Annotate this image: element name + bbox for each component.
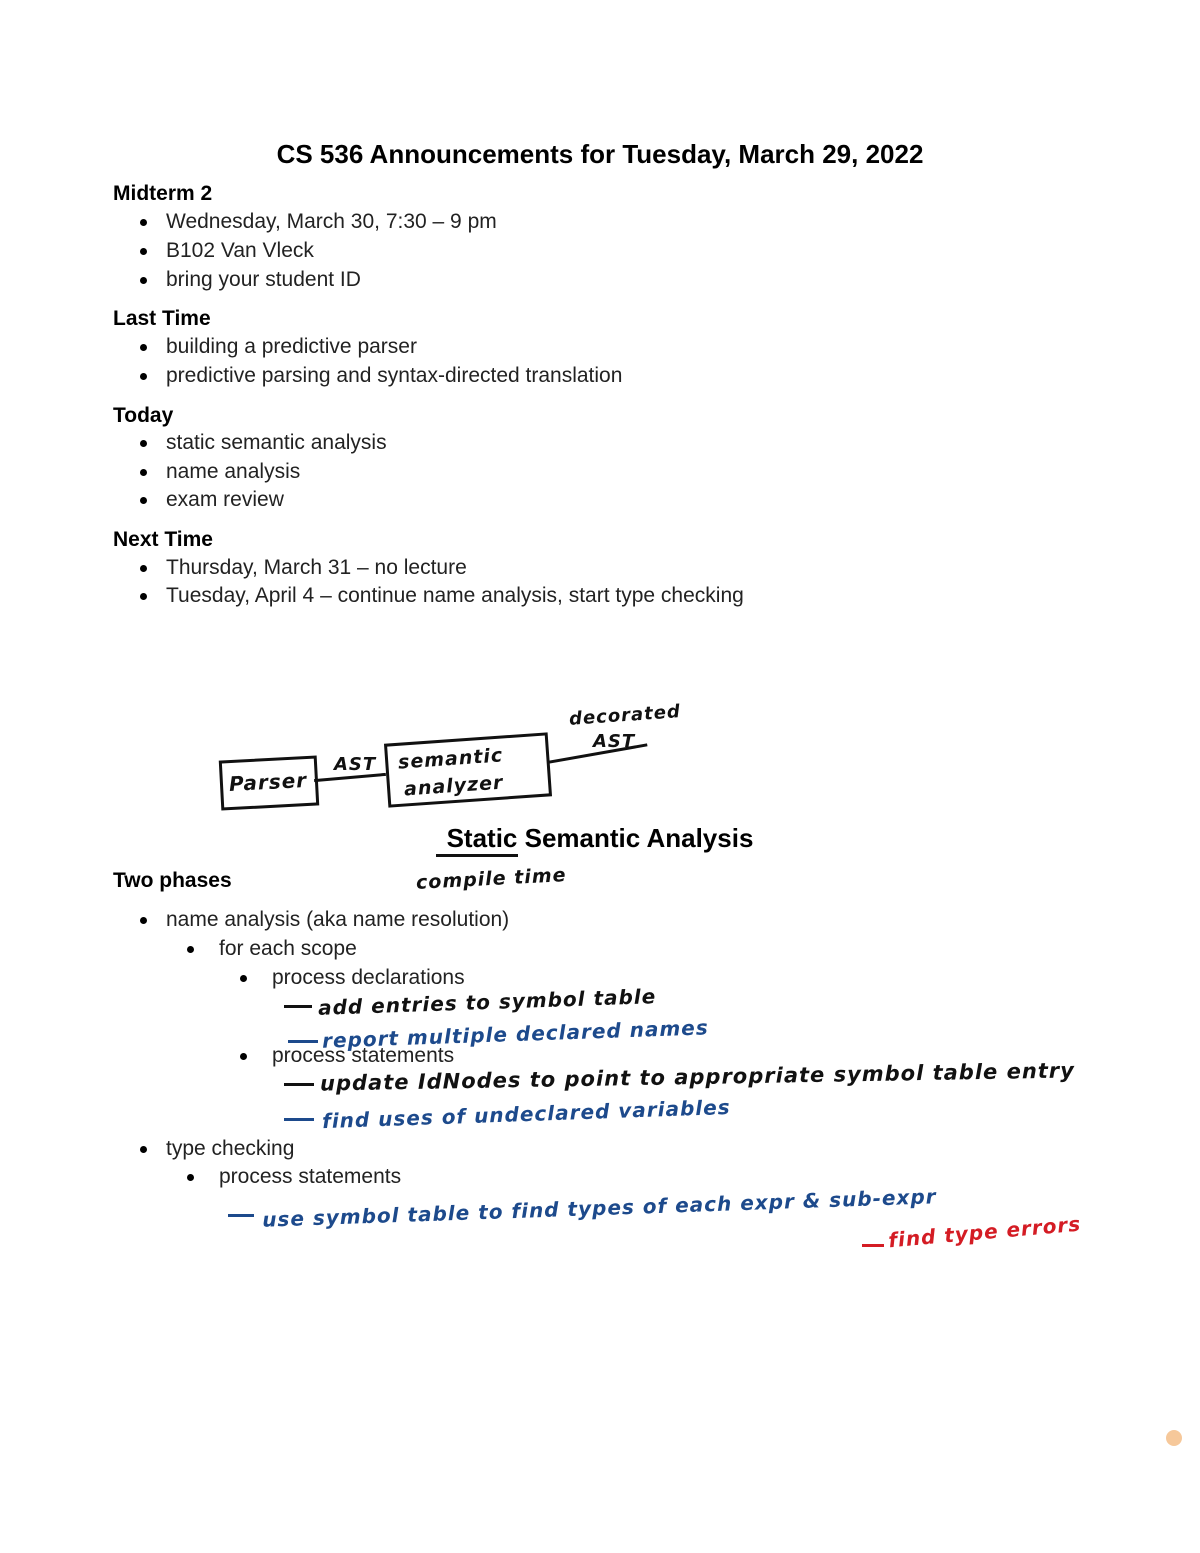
decorated-label: decorated bbox=[568, 701, 682, 730]
list-item: predictive parsing and syntax-directed translation bbox=[166, 364, 623, 387]
list-item: Tuesday, April 4 – continue name analysis, start type checking bbox=[166, 584, 744, 607]
section-heading-last-time: Last Time bbox=[113, 307, 211, 330]
tc-note-1: use symbol table to find types of each expr & sub-expr bbox=[261, 1184, 937, 1232]
list-item: process statements bbox=[272, 1044, 455, 1067]
bullet bbox=[140, 469, 147, 476]
semantic-label: semantic bbox=[397, 744, 504, 774]
dash bbox=[284, 1083, 314, 1086]
list-item: building a predictive parser bbox=[166, 335, 417, 358]
bullet bbox=[140, 565, 147, 572]
bullet bbox=[140, 440, 147, 447]
compile-time-note: compile time bbox=[415, 864, 568, 894]
tc-note-2: find type errors bbox=[887, 1211, 1083, 1253]
list-item: B102 Van Vleck bbox=[166, 239, 314, 262]
stmt-note-1: update IdNodes to point to appropriate symbol table entry bbox=[319, 1058, 1076, 1096]
scroll-indicator-dot bbox=[1166, 1430, 1182, 1446]
bullet bbox=[140, 917, 147, 924]
two-phases-heading: Two phases bbox=[113, 869, 232, 892]
list-item: bring your student ID bbox=[166, 268, 361, 291]
dash bbox=[862, 1244, 884, 1247]
bullet bbox=[140, 344, 147, 351]
decl-note-1: add entries to symbol table bbox=[317, 984, 657, 1020]
bullet bbox=[187, 946, 194, 953]
bullet bbox=[240, 975, 247, 982]
list-item: exam review bbox=[166, 488, 284, 511]
decorated-ast-label: AST bbox=[593, 731, 636, 752]
bullet bbox=[240, 1053, 247, 1060]
stmt-note-2: find uses of undeclared variables bbox=[321, 1094, 732, 1134]
list-item: name analysis (aka name resolution) bbox=[166, 908, 510, 931]
section-heading-next-time: Next Time bbox=[113, 528, 213, 551]
list-item: process statements bbox=[219, 1165, 402, 1188]
dash bbox=[228, 1214, 254, 1217]
underline bbox=[436, 854, 518, 857]
bullet bbox=[140, 277, 147, 284]
list-item: static semantic analysis bbox=[166, 431, 387, 454]
section-heading-today: Today bbox=[113, 404, 174, 427]
page-title: CS 536 Announcements for Tuesday, March 29, 2022 bbox=[276, 139, 924, 169]
analyzer-label: analyzer bbox=[403, 771, 505, 801]
list-item: Wednesday, March 30, 7:30 – 9 pm bbox=[166, 210, 497, 233]
section-title: Static Semantic Analysis bbox=[446, 823, 754, 853]
bullet bbox=[140, 497, 147, 504]
ast-label: AST bbox=[334, 754, 377, 775]
bullet bbox=[140, 593, 147, 600]
list-item: process declarations bbox=[272, 966, 465, 989]
parser-label: Parser bbox=[228, 767, 308, 797]
decl-note-2: report multiple declared names bbox=[321, 1015, 710, 1053]
bullet bbox=[187, 1174, 194, 1181]
bullet bbox=[140, 373, 147, 380]
bullet bbox=[140, 219, 147, 226]
dash bbox=[288, 1040, 318, 1043]
bullet bbox=[140, 248, 147, 255]
list-item: Thursday, March 31 – no lecture bbox=[166, 556, 467, 579]
bullet bbox=[140, 1146, 147, 1153]
list-item: type checking bbox=[166, 1137, 295, 1160]
section-heading-midterm: Midterm 2 bbox=[113, 182, 213, 205]
dash bbox=[284, 1005, 312, 1008]
list-item: for each scope bbox=[219, 937, 357, 960]
dash bbox=[284, 1118, 314, 1121]
list-item: name analysis bbox=[166, 460, 301, 483]
